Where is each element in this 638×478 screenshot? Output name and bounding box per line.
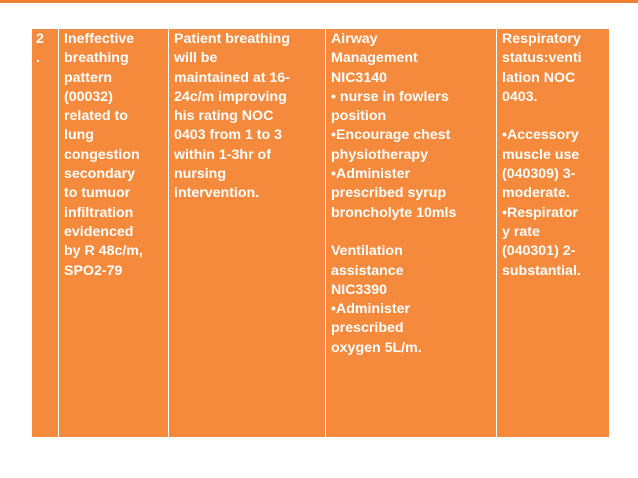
diagnosis-cell	[59, 29, 169, 438]
goal-cell	[169, 29, 326, 438]
row-number: 2 .	[36, 31, 44, 67]
outcome-cell	[497, 29, 610, 438]
top-rule	[0, 0, 638, 3]
interventions-cell	[326, 29, 497, 438]
nursing-interventions: Airway Management NIC3140 • nurse in fowlers position •Encourage chest physiotherapy •Administer prescribed syrup broncholyte 10mls Ventilation assistance NIC3390 •Administer prescribed oxygen 5L/m.	[331, 31, 457, 356]
care-plan-table	[31, 28, 610, 438]
expected-outcome: Respiratory status:venti lation NOC 0403. •Accessory muscle use (040309) 3- moderate. •Respirator y rate (040301) 2- substantial.	[502, 31, 582, 279]
table-row	[32, 29, 610, 438]
row-number-cell	[32, 29, 59, 438]
goal-statement: Patient breathing will be maintained at 16- 24c/m improving his rating NOC 0403 from 1 to 3 within 1-3hr of nursing intervention.	[174, 31, 290, 202]
nursing-diagnosis: Ineffective breathing pattern (00032) related to lung congestion secondary to tumuor infiltration evidenced by R 48c/m, SPO2-79	[64, 31, 143, 279]
